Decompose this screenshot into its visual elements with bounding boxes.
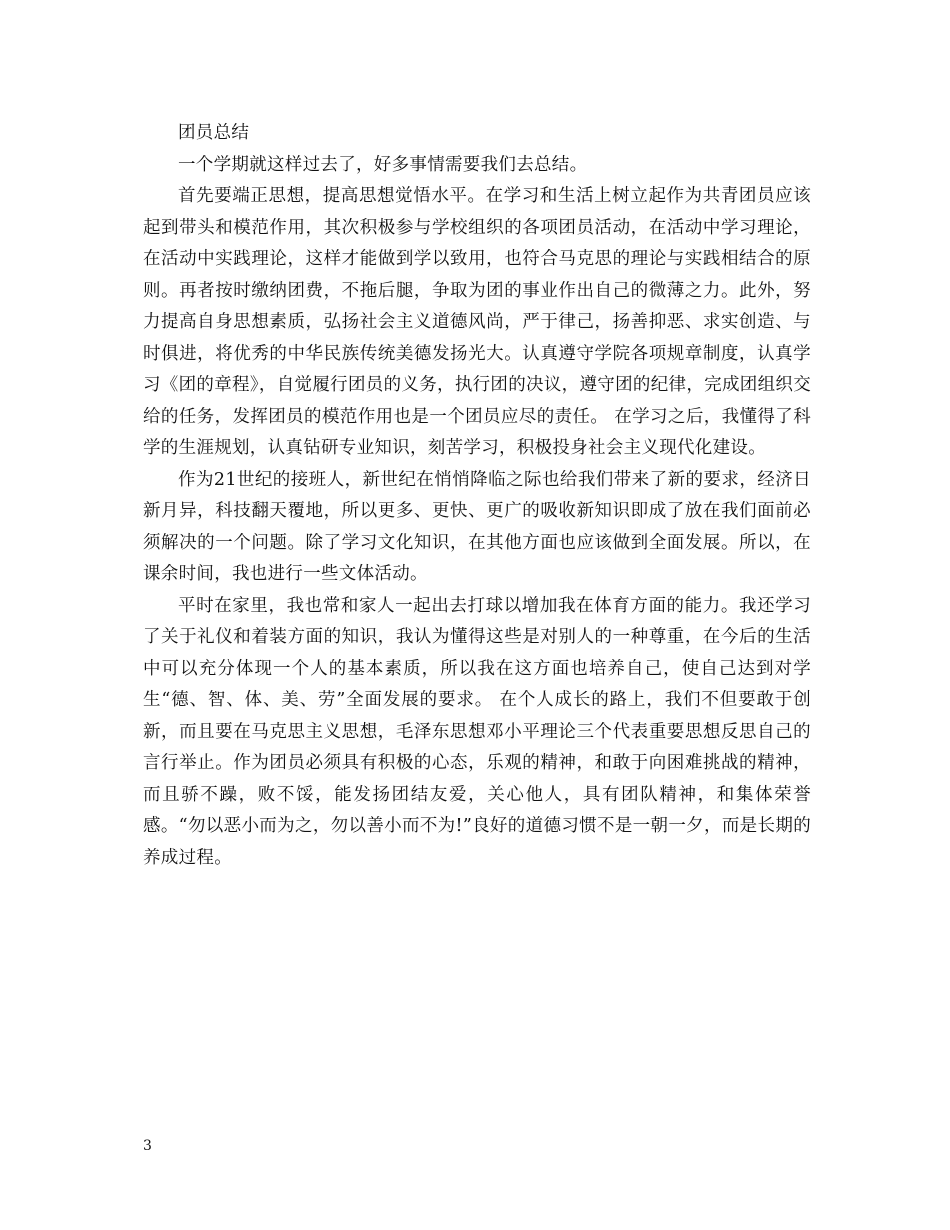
document-title: 团员总结	[178, 123, 250, 143]
document-body	[143, 118, 811, 874]
paragraph-thought: 首先要端正思想，提高思想觉悟水平。在学习和生活上树立起作为共青团员应该起到带头和模范作用，其次积极参与学校组织的各项团员活动，在活动中学习理论，在活动中实践理论，这样才能做到学以致用，也符合马克思的理论与实践相结合的原则。再者按时缴纳团费，不拖后腿，争取为团的事业作出自己的微薄之力。此外，努力提高自身思想素质，弘扬社会主义道德风尚，严于律己，扬善抑恶、求实创造、与时俱进，将优秀的中华民族传统美德发扬光大。认真遵守学院各项规章制度，认真学习《团的章程》，自觉履行团员的义务，执行团的决议，遵守团的纪律，完成团组织交给的任务，发挥团员的模范作用也是一个团员应尽的责任。 在学习之后，我懂得了科学的生涯规划，认真钻研专业知识，刻苦学习，积极投身社会主义现代化建设。	[143, 186, 811, 458]
paragraph-life: 平时在家里，我也常和家人一起出去打球以增加我在体育方面的能力。我还学习了关于礼仪和着装方面的知识，我认为懂得这些是对别人的一种尊重，在今后的生活中可以充分体现一个人的基本素质，所以我在这方面也培养自己，使自己达到对学生“德、智、体、美、劳”全面发展的要求。 在个人成长的路上，我们不但要敢于创新，而且要在马克思主义思想，毛泽东思想邓小平理论三个代表重要思想反思自己的言行举止。作为团员必须具有积极的心态，乐观的精神，和敢于向困难挑战的精神，而且骄不躁，败不馁，能发扬团结友爱，关心他人，具有团队精神，和集体荣誉感。“勿以恶小而为之，勿以善小而不为!”良好的道德习惯不是一朝一夕，而是长期的养成过程。	[143, 595, 811, 868]
paragraph-study: 作为21世纪的接班人，新世纪在悄悄降临之际也给我们带来了新的要求，经济日新月异，科技翻天覆地，所以更多、更快、更广的吸收新知识即成了放在我们面前必须解决的一个问题。除了学习文化知识，在其他方面也应该做到全面发展。所以，在课余时间，我也进行一些文体活动。	[143, 469, 811, 584]
page-number: 3	[143, 1138, 152, 1154]
paragraph-intro: 一个学期就这样过去了，好多事情需要我们去总结。	[178, 154, 588, 175]
